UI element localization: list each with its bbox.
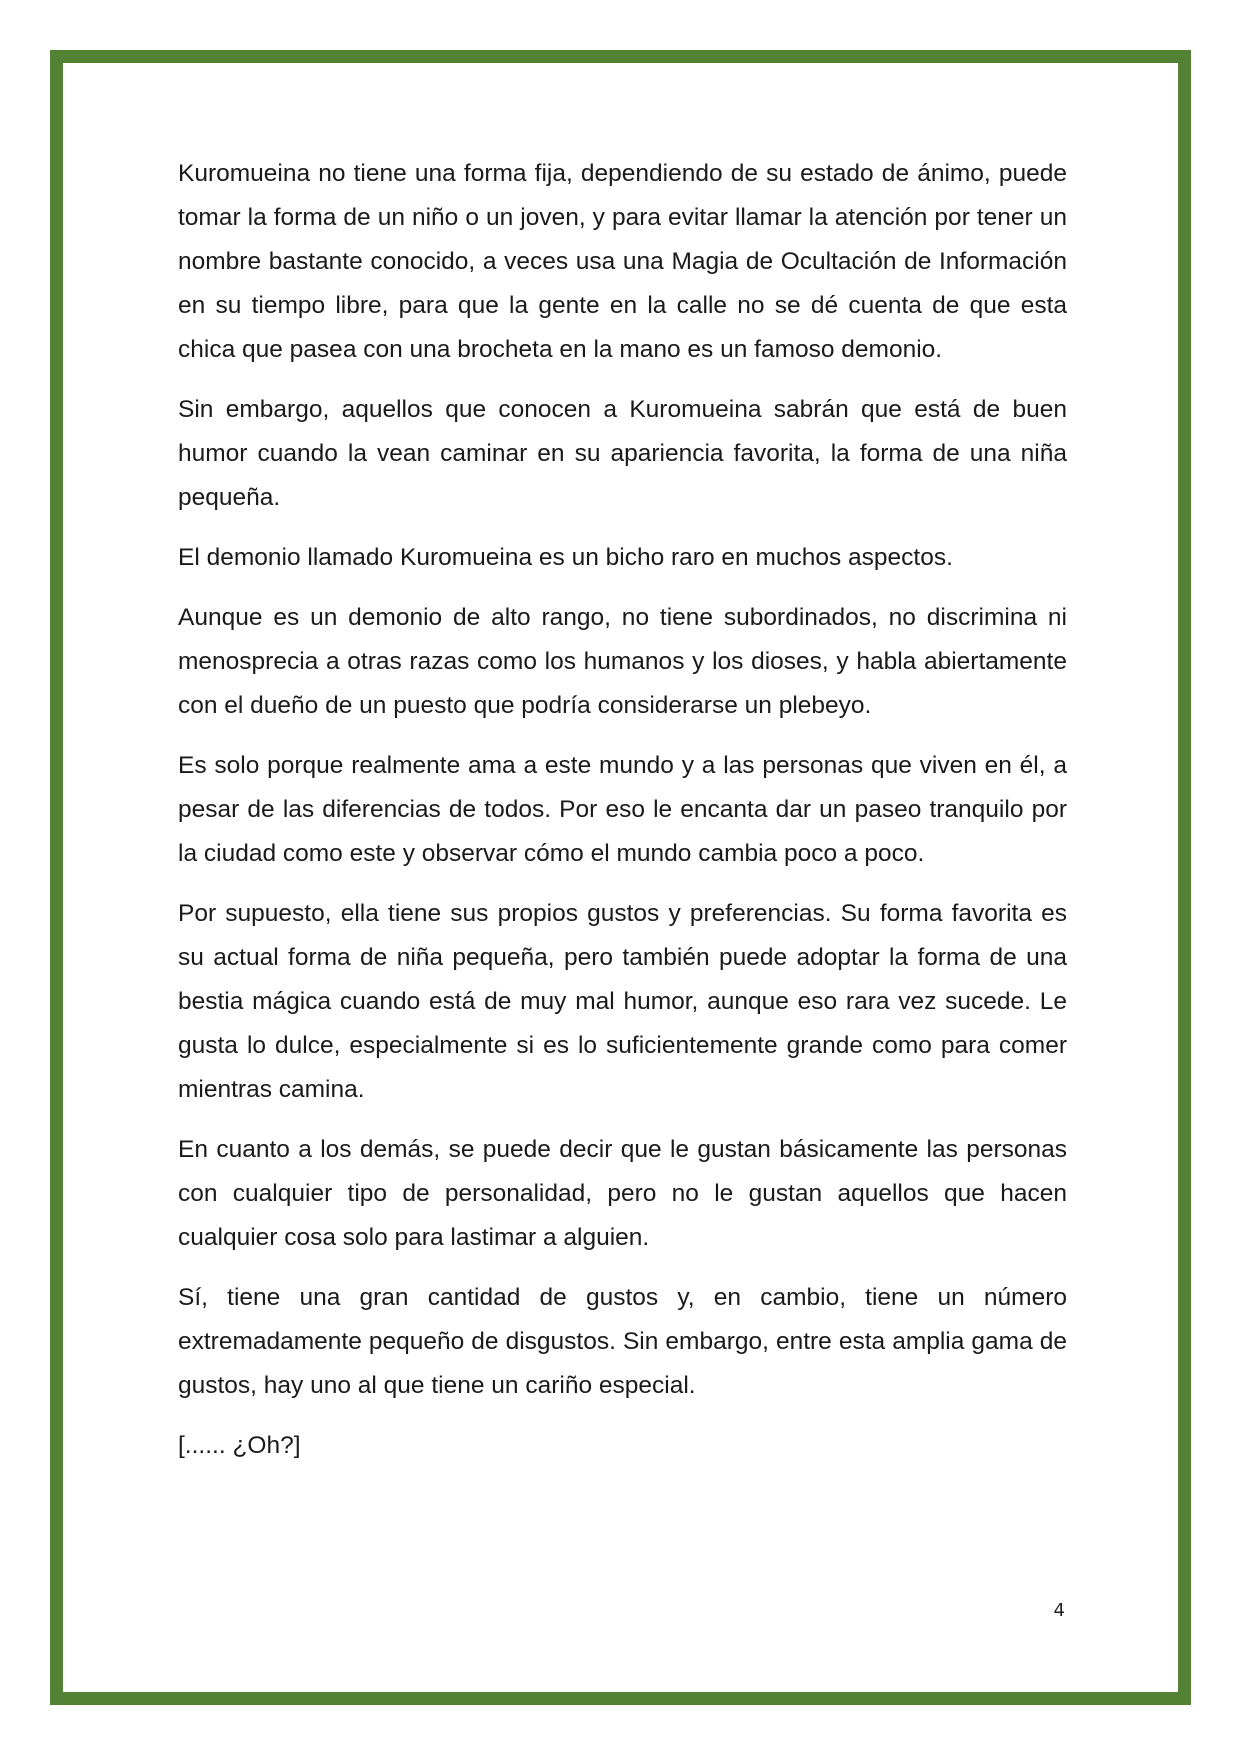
page-number: 4 [1053,1600,1065,1621]
paragraph-3: El demonio llamado Kuromueina es un bicho raro en muchos aspectos. [178,544,953,571]
paragraph-4: Aunque es un demonio de alto rango, no tiene subordinados, no discrimina ni menosprecia a otras razas como los humanos y los dioses, y habla abiertamente con el dueño de un puesto que podría considerarse un plebeyo. [178,604,1067,719]
paragraph-5: Es solo porque realmente ama a este mundo y a las personas que viven en él, a pesar de las diferencias de todos. Por eso le encanta dar un paseo tranquilo por la ciudad como este y observar cómo el mundo cambia poco a poco. [178,752,1067,867]
paragraph-8: Sí, tiene una gran cantidad de gustos y, en cambio, tiene un número extremadamente pequeño de disgustos. Sin embargo, entre esta amplia gama de gustos, hay uno al que tiene un cariño especial. [178,1284,1067,1399]
paragraph-7: En cuanto a los demás, se puede decir que le gustan básicamente las personas con cualquier tipo de personalidad, pero no le gustan aquellos que hacen cualquier cosa solo para lastimar a alguien. [178,1136,1067,1251]
paragraph-6: Por supuesto, ella tiene sus propios gustos y preferencias. Su forma favorita es su actual forma de niña pequeña, pero también puede adoptar la forma de una bestia mágica cuando está de muy mal humor, aunque eso rara vez sucede. Le gusta lo dulce, especialmente si es lo suficientemente grande como para comer mientras camina. [178,900,1067,1103]
document-body [178,152,1067,1484]
paragraph-9: [...... ¿Oh?] [178,1432,301,1459]
paragraph-2: Sin embargo, aquellos que conocen a Kuromueina sabrán que está de buen humor cuando la vean caminar en su apariencia favorita, la forma de una niña pequeña. [178,396,1067,511]
paragraph-1: Kuromueina no tiene una forma fija, dependiendo de su estado de ánimo, puede tomar la forma de un niño o un joven, y para evitar llamar la atención por tener un nombre bastante conocido, a veces usa una Magia de Ocultación de Información en su tiempo libre, para que la gente en la calle no se dé cuenta de que esta chica que pasea con una brocheta en la mano es un famoso demonio. [178,160,1067,363]
